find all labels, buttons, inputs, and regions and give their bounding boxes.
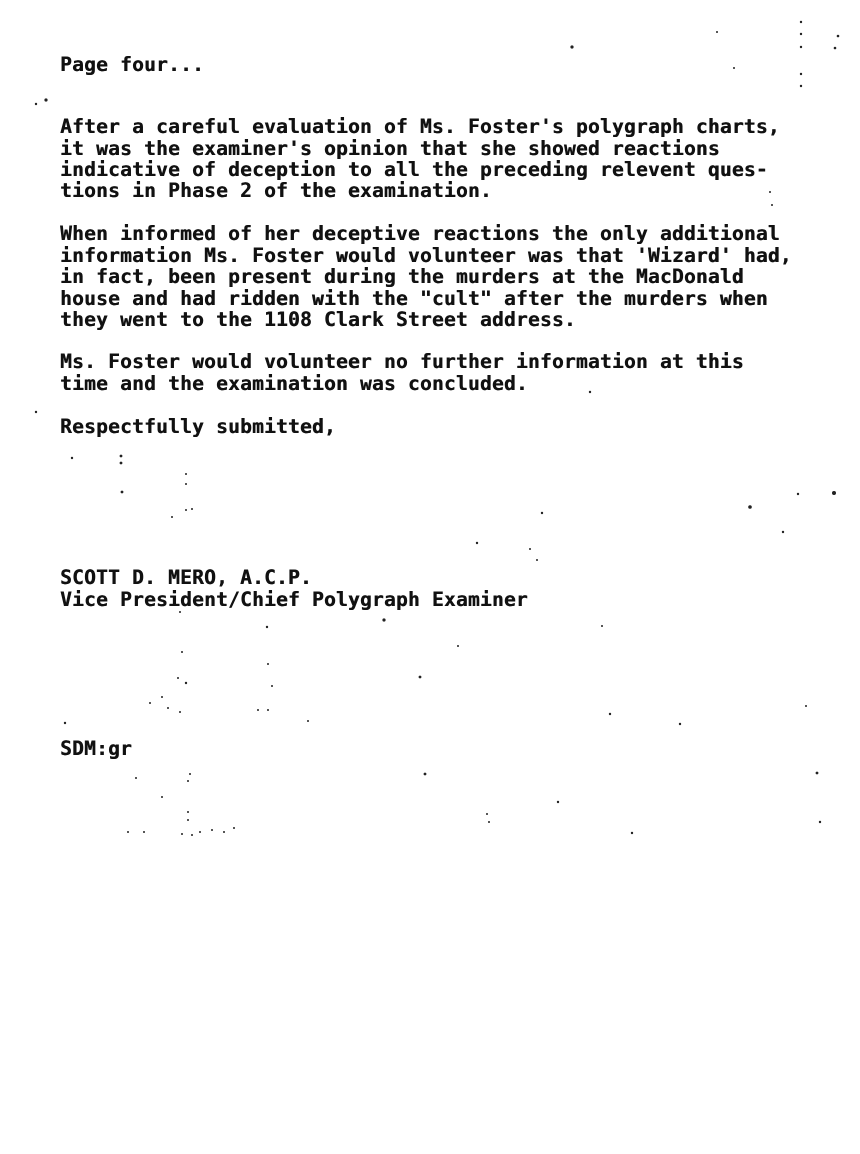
paragraph-line: indicative of deception to all the preceding relevent ques- [60,158,768,181]
paragraph-line: they went to the 1108 Clark Street address. [60,308,576,331]
signatory-name: SCOTT D. MERO, A.C.P. [60,566,312,589]
paragraph-line: After a careful evaluation of Ms. Foster's polygraph charts, [60,115,780,138]
paragraph-line: house and had ridden with the "cult" after the murders when [60,287,768,310]
paragraph-line: in fact, been present during the murders at the MacDonald [60,265,744,288]
paragraph-line: time and the examination was concluded. [60,372,528,395]
reference-initials: SDM:gr [60,737,132,760]
paragraph-line: it was the examiner's opinion that she showed reactions [60,137,720,160]
closing-salutation: Respectfully submitted, [60,415,336,438]
paragraph-line: Ms. Foster would volunteer no further information at this [60,350,744,373]
page-label: Page four... [60,53,204,76]
paragraph-line: tions in Phase 2 of the examination. [60,179,492,202]
signatory-title: Vice President/Chief Polygraph Examiner [60,588,528,611]
paragraph-line: information Ms. Foster would volunteer was that 'Wizard' had, [60,244,792,267]
paragraph-line: When informed of her deceptive reactions the only additional [60,222,780,245]
